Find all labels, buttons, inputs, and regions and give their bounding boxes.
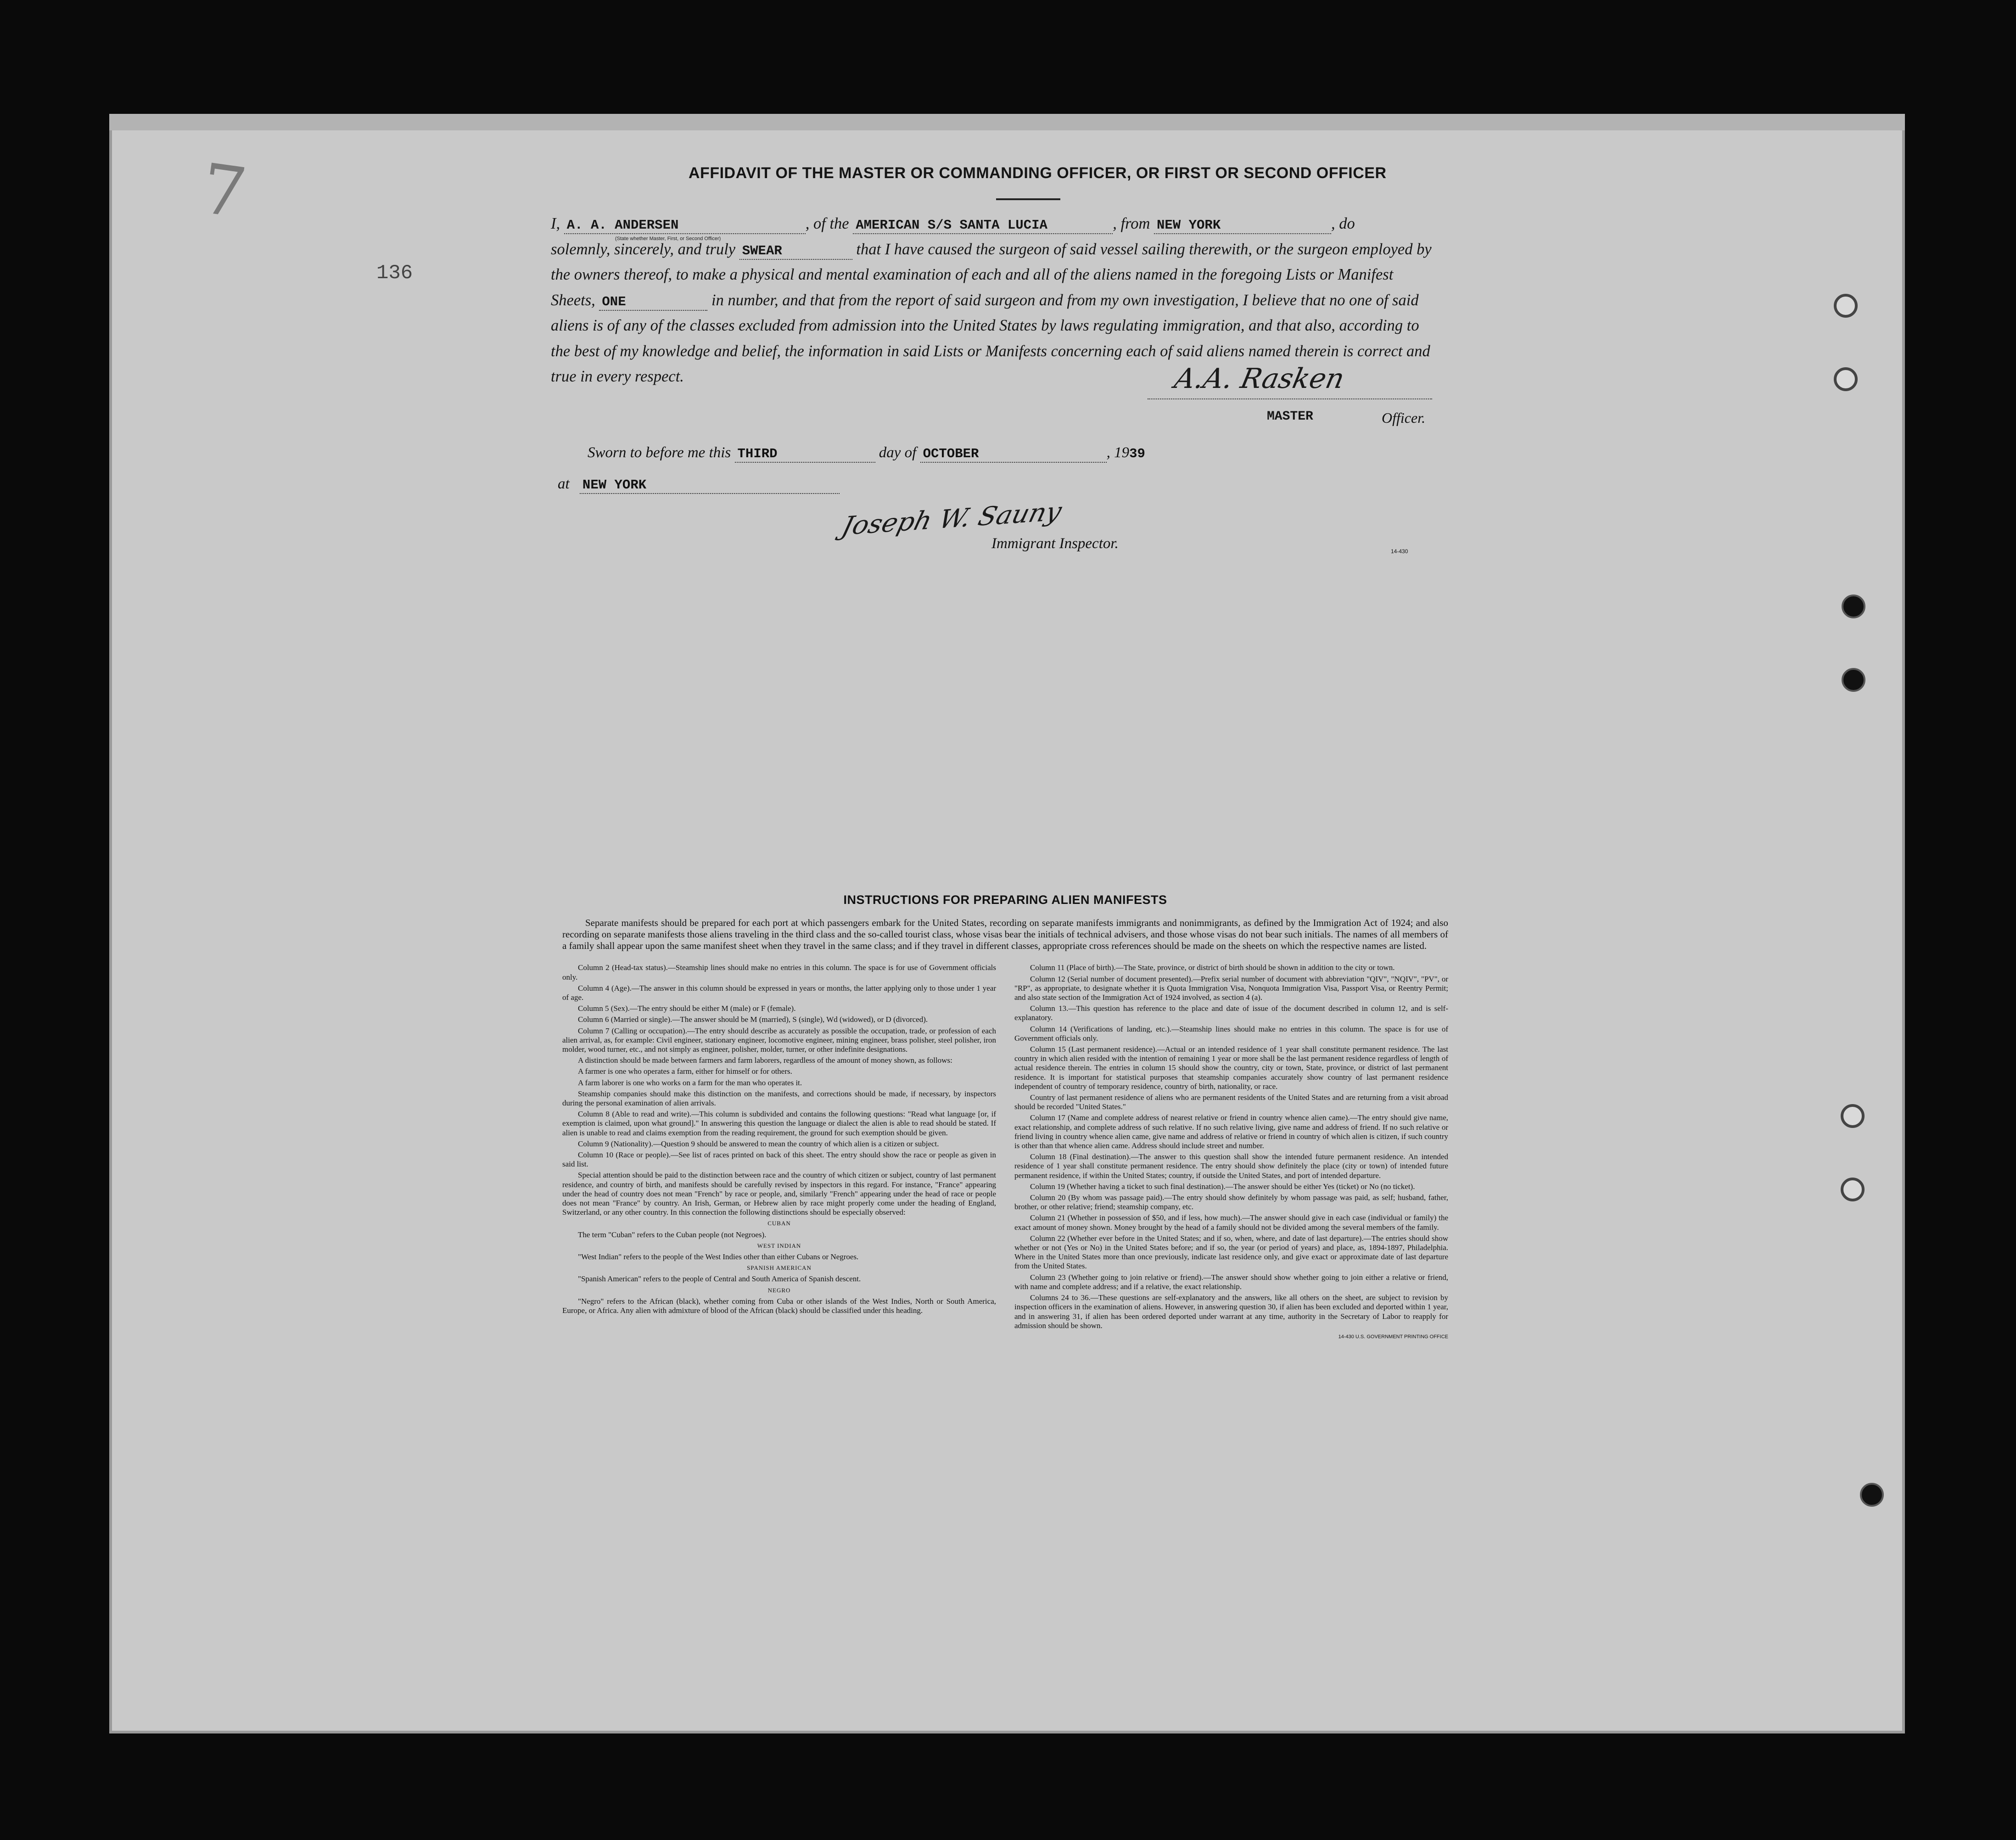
binder-hole (1842, 668, 1865, 692)
binder-hole (1842, 595, 1865, 618)
sworn-day-field: THIRD (735, 446, 875, 463)
instruction-paragraph: Column 12 (Serial number of document presented).—Prefix serial number of document with abbreviation "QIV", "NQIV", "PV", or "RP", as appropriate, to designate whether it is Quota Immigration Visa, Nonquota Immigration Visa, Passport Visa, or Reentry Permit; and also state section of the Immigration Act of 1924 involved, as section 4 (a). (1014, 974, 1448, 1002)
instruction-paragraph: Column 7 (Calling or occupation).—The entry should describe as accurately as possible the occupation, trade, or profession of each alien arrival, as, for example: Civil engineer, stationary engineer, locomotive engineer, mining engineer, brass polisher, steel polisher, iron molder, wood turner, etc., and not simply as engineer, polisher, molder, turner, or other indefinite designations. (562, 1026, 996, 1054)
instruction-paragraph: Column 9 (Nationality).—Question 9 should be answered to mean the country of which alien is a citizen or subject. (578, 1139, 939, 1148)
at-label: at (558, 476, 570, 492)
printing-office-note: 14-430 U.S. GOVERNMENT PRINTING OFFICE (1338, 1334, 1448, 1340)
spanish-american-heading: SPANISH AMERICAN (747, 1264, 812, 1272)
sheet-count-field: ONE (599, 294, 707, 311)
instructions-intro: Separate manifests should be prepared for each port at which passengers embark for the United States, recording on separate manifests immigrants and nonimmigrants, as defined by the Immigration Act of 1924; and also recording on separate manifests those aliens traveling in the third class and the so-called tourist class, whose visas bear the initials of technical advisers, and those whose visas do not bear such initials. The names of all members of a family shall appear upon the same manifest sheet when they travel in the same class; and if they travel in different classes, appropriate cross references should be made on the sheets on which the respective names are listed. (562, 917, 1448, 951)
instruction-paragraph: Column 4 (Age).—The answer in this column should be expressed in years or months, the latter applying only to those under 1 year of age. (562, 983, 996, 1002)
text-of-the: , of the (805, 215, 849, 232)
instruction-paragraph: Column 18 (Final destination).—The answer to this question shall show the intended future permanent residence. An intended residence of 1 year shall constitute permanent residence. The entry should show definitely the place (city or town) of intended future permanent residence, if within the United States; country, if outside the United States, and port of intended departure. (1014, 1152, 1448, 1180)
instruction-paragraph: Column 13.—This question has reference to the place and date of issue of the document described in column 12, and is self-explanatory. (1014, 1004, 1448, 1022)
instruction-paragraph: Columns 24 to 36.—These questions are self-explanatory and the answers, like all others on the sheet, are subject to revision by inspection officers in the examination of aliens. However, in answering question 30, if alien has been excluded and deported within 1 year, and in answering 31, if alien has been ordered deported under warrant at any time, authority in the Secretary of Labor to reapply for admission should be shown. (1014, 1293, 1448, 1330)
cuban-heading: CUBAN (767, 1220, 791, 1227)
west-indian-definition: "West Indian" refers to the people of the West Indies other than either Cubans or Negroes. (578, 1252, 859, 1262)
instructions-right-column (1014, 963, 1448, 1341)
instruction-paragraph: Column 8 (Able to read and write).—This column is subdivided and contains the following questions: "Read what language [or, if exemption is claimed, upon what ground]." In answering this question the language or dialect the alien is able to read should be stated. If alien is unable to read and claims exemption from the reading requirement, the ground for such exemption should be given. (562, 1110, 996, 1137)
inspector-signature: Joseph W. Sauny (839, 496, 1065, 542)
binder-hole (1834, 367, 1858, 391)
instruction-paragraph: Column 22 (Whether ever before in the United States; and if so, when, where, and date of last departure).—The entries should show whether or not (Yes or No) in the United States before; and if so, the year (or period of years) and place, as, 1894-1897, Philadelphia. Where in the United States more than once previously, indicate last residence only, and give exact or approximate date of last departure from the United States. (1014, 1234, 1448, 1271)
instruction-paragraph: Column 21 (Whether in possession of $50, and if less, how much).—The answer should give in each case (individual or family) the exact amount of money shown. Money brought by the head of a family should not be divided among the several members of the family. (1014, 1213, 1448, 1232)
officer-subnote: (State whether Master, First, or Second Officer) (615, 236, 721, 241)
page-number: 7 (196, 149, 252, 234)
instruction-paragraph: Column 6 (Married or single).—The answer should be M (married), S (single), Wd (widowed), or D (divorced). (578, 1015, 928, 1024)
instruction-paragraph: A distinction should be made between farmers and farm laborers, regardless of the amount of money shown, as follows: (578, 1056, 952, 1065)
instruction-paragraph: Column 15 (Last permanent residence).—Actual or an intended residence of 1 year shall constitute permanent residence. The last country in which alien resided with the intention of remaining 1 year or more shall be the last permanent residence regardless of length of actual residence therein. The entries in column 15 should show the country, city or town, State, province, or district of last permanent residence. It is important for statistical purposes that steamship companies accurately show country of last permanent residence independent of country of temporary residence, country of birth, nationality, or race. (1014, 1045, 1448, 1091)
instructions-left-column (562, 963, 996, 1341)
instruction-paragraph: Special attention should be paid to the distinction between race and the country of which citizen or subject, country of last permanent residence, and country of birth, and manifests should be carefully revised by inspectors in this regard. For instance, "France" appearing under the head of country does not mean "French" by race or people, and, similarly "French" appearing under the head of race or people does not mean "France" by country. An Irish, German, or Hebrew alien by race might properly come under the heading of England, Switzerland, or any other country. In this connection the following distinctions should be especially observed: (562, 1171, 996, 1217)
vessel-field: AMERICAN S/S SANTA LUCIA (853, 218, 1113, 234)
inspector-label: Immigrant Inspector. (991, 535, 1119, 552)
affidavit-title: AFFIDAVIT OF THE MASTER OR COMMANDING OFFICER, OR FIRST OR SECOND OFFICER (689, 164, 1387, 182)
instruction-paragraph: Column 11 (Place of birth).—The State, province, or district of birth should be shown in addition to the city or town. (1030, 963, 1395, 972)
master-signature: A.A. Rasken (1171, 363, 1347, 395)
instructions-columns (562, 963, 1448, 1341)
cuban-definition: The term "Cuban" refers to the Cuban people (not Negroes). (578, 1230, 767, 1239)
text-investigation: in number, and that from the report of said surgeon and from my own investigation, I believe that no one of said aliens is of any of the classes excluded from admission into the United States by laws regulating immigration, and that also, according to the best of my knowledge and belief, the information in said Lists or Manifests concerning each of said aliens named therein is correct and true in every respect. (551, 291, 1430, 385)
officer-name-field: A. A. ANDERSEN (564, 218, 806, 234)
instruction-paragraph: Steamship companies should make this distinction on the manifests, and corrections should be made, if necessary, by inspectors during the personal examination of alien arrivals. (562, 1089, 996, 1108)
binder-hole (1841, 1178, 1865, 1201)
instruction-paragraph: Column 10 (Race or people).—See list of races printed on back of this sheet. The entry should show the race or people as given in said list. (562, 1150, 996, 1169)
stamp-number: 136 (376, 262, 413, 285)
instructions-title: INSTRUCTIONS FOR PREPARING ALIEN MANIFESTS (843, 893, 1167, 907)
oath-field: SWEAR (739, 243, 852, 260)
negro-definition: "Negro" refers to the African (black), whether coming from Cuba or other islands of the West Indies, North or South America, Europe, or Africa. Any alien with admixture of blood of the African (black) should be classified under this heading. (562, 1296, 996, 1315)
instruction-paragraph: Column 14 (Verifications of landing, etc.).—Steamship lines should make no entries in this column. The space is for use of Government officials only. (1014, 1024, 1448, 1043)
instruction-paragraph: Column 2 (Head-tax status).—Steamship lines should make no entries in this column. The space is for use of Government officials only. (562, 963, 996, 982)
binder-hole (1834, 294, 1858, 318)
text-from: , from (1113, 215, 1150, 232)
instruction-paragraph: Country of last permanent residence of aliens who are permanent residents of the United States and are returning from a visit abroad should be recorded "United States." (1014, 1093, 1448, 1111)
binder-hole (1860, 1483, 1884, 1507)
text-solemnly: solemnly, sincerely, and truly (551, 240, 736, 258)
sworn-month-field: OCTOBER (920, 446, 1107, 463)
instruction-paragraph: Column 5 (Sex).—The entry should be either M (male) or F (female). (578, 1004, 796, 1013)
sworn-prefix: Sworn to before me this (588, 444, 731, 461)
instruction-paragraph: Column 19 (Whether having a ticket to such final destination).—The answer should be either Yes (ticket) or No (no ticket). (1030, 1182, 1415, 1191)
instruction-paragraph: A farmer is one who operates a farm, either for himself or for others. (578, 1067, 792, 1076)
title-underline (996, 198, 1060, 200)
at-place-field: NEW YORK (580, 477, 840, 494)
from-port-field: NEW YORK (1154, 218, 1331, 234)
sworn-line (588, 444, 1460, 463)
binder-hole (1841, 1104, 1865, 1128)
form-number: 14-430 (1391, 548, 1408, 555)
at-line (558, 476, 840, 494)
west-indian-heading: WEST INDIAN (757, 1242, 801, 1249)
sworn-year-field: 39 (1129, 446, 1145, 461)
text-do: , do (1331, 215, 1355, 232)
instruction-paragraph: A farm laborer is one who works on a farm for the man who operates it. (578, 1078, 802, 1087)
instruction-paragraph: Column 17 (Name and complete address of nearest relative or friend in country whence alien came).—The entry should give name, exact relationship, and complete address of such relative. If no such relative living, give name and address of friend. If no such relative or friend living in country whence alien came, give name and address of relative or friend in country of which alien is citizen, if such country is other than that whence alien came. Address should include street and number. (1014, 1113, 1448, 1150)
instruction-paragraph: Column 23 (Whether going to join relative or friend).—The answer should show whether going to join either a relative or friend, with name and complete address; and if a relative, the exact relationship. (1014, 1273, 1448, 1291)
signature-line (1148, 398, 1432, 399)
text-i: I, (551, 215, 560, 232)
day-of-label: day of (879, 444, 917, 461)
year-prefix: , 19 (1106, 444, 1130, 461)
officer-label: Officer. (1382, 410, 1426, 426)
instructions-section (562, 893, 1448, 1341)
text-surgeon: that I have caused the surgeon of said vessel sailing therewith, or the surgeon employed by the owners thereof, to make a physical and mental examination of each and all of the aliens named in the foregoing Lists or Manifest Sheets, (551, 240, 1432, 309)
negro-heading: NEGRO (767, 1286, 791, 1294)
rank-field: MASTER (1267, 410, 1313, 424)
sheet-top-edge (109, 114, 1905, 130)
instruction-paragraph: Column 20 (By whom was passage paid).—The entry should show definitely by whom passage was paid, as self; husband, father, brother, or other relative; friend; steamship company, etc. (1014, 1193, 1448, 1212)
spanish-american-definition: "Spanish American" refers to the people of Central and South America of Spanish descent. (578, 1274, 861, 1284)
